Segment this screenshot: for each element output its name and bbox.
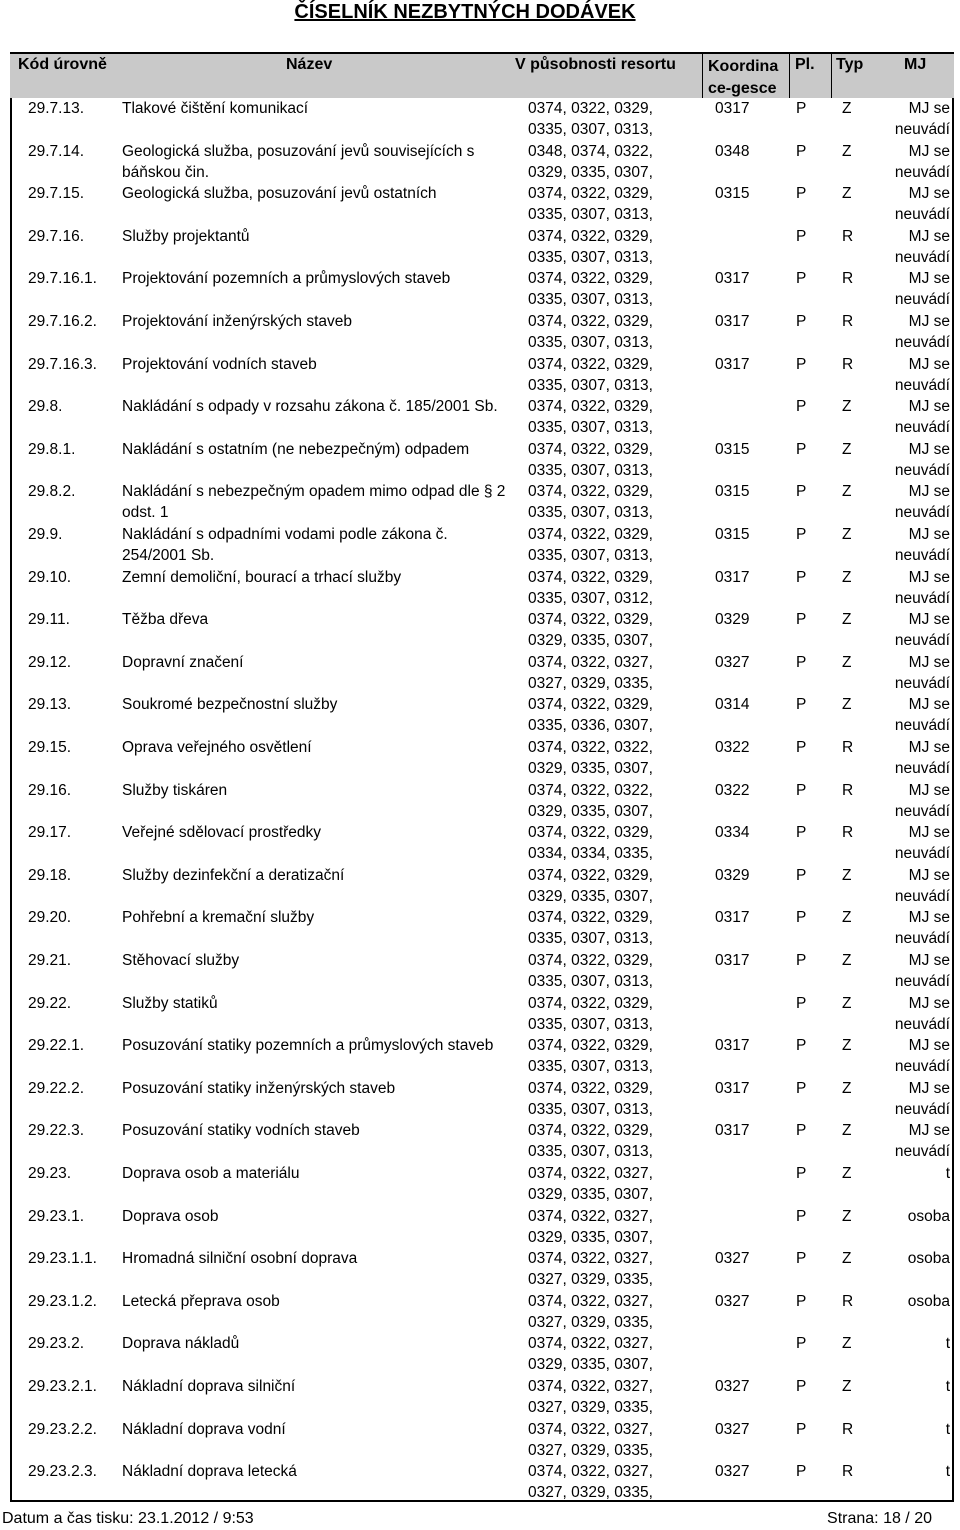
cell-name: Nákladní doprava vodní (122, 1420, 286, 1438)
cell-code: 29.23.2.2. (28, 1420, 97, 1438)
cell-resort: 0374, 0322, 0329, 0335, 0307, 0313, (528, 483, 653, 522)
table-row (10, 226, 954, 268)
cell-resort: 0374, 0322, 0322, 0329, 0335, 0307, (528, 739, 653, 777)
cell-code: 29.16. (28, 781, 72, 799)
cell-typ: Z (842, 866, 852, 884)
cell-typ: Z (842, 483, 852, 501)
cell-koord: 0327 (715, 1420, 750, 1438)
header-divider (831, 54, 832, 98)
cell-mj: MJ se neuvádí (894, 185, 950, 224)
cell-pl: P (796, 653, 807, 671)
col-header-code: Kód úrovně (18, 56, 107, 73)
cell-resort: 0374, 0322, 0329, 0335, 0307, 0313, (528, 270, 653, 309)
table-row (10, 694, 954, 736)
table-row (10, 183, 954, 225)
cell-koord: 0317 (715, 1079, 750, 1097)
cell-pl: P (796, 696, 807, 714)
cell-mj: MJ se neuvádí (894, 824, 950, 863)
cell-resort: 0374, 0322, 0329, 0335, 0307, 0313, (528, 1037, 653, 1076)
cell-pl: P (796, 1250, 807, 1268)
cell-pl: P (796, 100, 807, 117)
table-row (10, 1078, 954, 1120)
cell-name: Doprava osob (122, 1207, 219, 1225)
cell-typ: Z (842, 994, 852, 1012)
cell-koord: 0327 (715, 1250, 750, 1268)
cell-mj: MJ se neuvádí (894, 1037, 950, 1076)
table-row (10, 354, 954, 396)
cell-mj: MJ se neuvádí (894, 866, 950, 905)
cell-typ: Z (842, 952, 852, 969)
cell-typ: Z (842, 1122, 852, 1140)
cell-name: Zemní demoliční, bourací a trhací služby (122, 568, 402, 586)
cell-name: Pohřební a kremační služby (122, 909, 315, 927)
cell-mj: MJ se neuvádí (894, 653, 950, 692)
cell-pl: P (796, 1207, 807, 1225)
cell-code: 29.22. (28, 994, 72, 1012)
cell-pl: P (796, 1463, 807, 1481)
cell-name: Projektování inženýrských staveb (122, 313, 353, 330)
col-header-mj: MJ (904, 56, 927, 73)
cell-code: 29.7.16.1. (28, 270, 97, 288)
cell-name: Nakládání s ostatním (ne nebezpečným) odpadem (122, 440, 470, 458)
cell-pl: P (796, 1165, 807, 1182)
table-row (10, 1206, 954, 1248)
cell-name: Doprava nákladů (122, 1335, 240, 1353)
table-row (10, 141, 954, 183)
cell-code: 29.21. (28, 952, 72, 969)
cell-typ: Z (842, 526, 852, 543)
cell-resort: 0374, 0322, 0327, 0327, 0329, 0335, (528, 1463, 653, 1502)
table-row (10, 1248, 954, 1290)
cell-typ: Z (842, 1079, 852, 1097)
cell-typ: R (842, 739, 854, 756)
cell-resort: 0374, 0322, 0329, 0335, 0307, 0313, (528, 313, 653, 351)
cell-pl: P (796, 270, 807, 288)
table-row (10, 865, 954, 907)
cell-code: 29.20. (28, 909, 72, 927)
cell-pl: P (796, 909, 807, 927)
table-row (10, 780, 954, 822)
cell-koord: 0317 (715, 100, 750, 117)
cell-code: 29.10. (28, 568, 72, 586)
cell-koord: 0317 (715, 313, 750, 330)
cell-koord: 0348 (715, 142, 750, 160)
table-row (10, 1376, 954, 1418)
table-row (10, 993, 954, 1035)
cell-koord: 0315 (715, 440, 750, 458)
cell-name: Geologická služba, posuzování jevů ostatních (122, 185, 437, 203)
cell-mj: MJ se neuvádí (894, 1122, 950, 1161)
table-row (10, 1333, 954, 1375)
cell-name: Nákladní doprava letecká (122, 1463, 297, 1481)
cell-typ: R (842, 1292, 854, 1310)
cell-pl: P (796, 185, 807, 203)
cell-resort: 0374, 0322, 0329, 0335, 0307, 0313, (528, 227, 653, 266)
cell-pl: P (796, 952, 807, 969)
cell-code: 29.12. (28, 653, 72, 671)
cell-mj: MJ se neuvádí (894, 568, 950, 607)
cell-pl: P (796, 781, 807, 799)
table-row (10, 268, 954, 310)
cell-resort: 0374, 0322, 0327, 0327, 0329, 0335, (528, 1420, 653, 1459)
col-header-koord: Koordina ce-gesce (708, 58, 779, 97)
cell-code: 29.11. (28, 611, 70, 629)
cell-code: 29.7.16.2. (28, 313, 97, 330)
cell-resort: 0374, 0322, 0329, 0335, 0307, 0312, (528, 568, 653, 607)
cell-pl: P (796, 1378, 807, 1395)
cell-mj: MJ se neuvádí (894, 1079, 950, 1118)
table-row (10, 737, 954, 779)
cell-koord: 0314 (715, 696, 750, 714)
table-row (10, 1163, 954, 1205)
cell-pl: P (796, 611, 807, 629)
cell-pl: P (796, 483, 807, 501)
cell-resort: 0374, 0322, 0329, 0329, 0335, 0307, (528, 866, 653, 905)
cell-mj: MJ se neuvádí (894, 696, 950, 735)
cell-mj: MJ se neuvádí (894, 398, 950, 437)
cell-koord: 0327 (715, 1292, 750, 1310)
table-row (10, 311, 954, 353)
cell-typ: Z (842, 1037, 852, 1055)
cell-mj: osoba (907, 1207, 950, 1225)
cell-name: Posuzování statiky inženýrských staveb (122, 1079, 396, 1097)
cell-mj: MJ se neuvádí (894, 313, 950, 351)
cell-name: Geologická služba, posuzování jevů souvisejících s báňskou čin. (122, 142, 475, 181)
cell-resort: 0374, 0322, 0327, 0327, 0329, 0335, (528, 1292, 653, 1331)
table-row (10, 1291, 954, 1333)
table-header (10, 52, 954, 98)
cell-pl: P (796, 1292, 807, 1310)
cell-code: 29.7.15. (28, 185, 85, 203)
cell-pl: P (796, 1122, 807, 1140)
cell-name: Nakládání s odpadními vodami podle zákona č. 254/2001 Sb. (122, 526, 448, 564)
cell-resort: 0374, 0322, 0327, 0329, 0335, 0307, (528, 1207, 653, 1246)
cell-resort: 0374, 0322, 0327, 0327, 0329, 0335, (528, 1250, 653, 1289)
cell-mj: MJ se neuvádí (894, 526, 950, 564)
cell-code: 29.13. (28, 696, 72, 714)
cell-koord: 0317 (715, 270, 750, 288)
cell-resort: 0374, 0322, 0329, 0335, 0307, 0313, (528, 1122, 653, 1161)
cell-typ: Z (842, 909, 852, 927)
table-row (10, 439, 954, 481)
cell-koord: 0329 (715, 611, 750, 629)
cell-typ: Z (842, 398, 852, 416)
cell-resort: 0374, 0322, 0329, 0335, 0307, 0313, (528, 100, 653, 138)
cell-name: Služby projektantů (122, 227, 250, 245)
cell-koord: 0334 (715, 824, 750, 842)
cell-typ: Z (842, 185, 852, 203)
cell-name: Tlakové čištění komunikací (122, 100, 309, 117)
cell-koord: 0327 (715, 1378, 750, 1395)
cell-pl: P (796, 398, 807, 416)
cell-resort: 0374, 0322, 0329, 0335, 0307, 0313, (528, 952, 653, 990)
cell-koord: 0317 (715, 952, 750, 969)
cell-code: 29.8.2. (28, 483, 76, 501)
cell-code: 29.23.1. (28, 1207, 85, 1225)
table-row (10, 652, 954, 694)
cell-code: 29.22.1. (28, 1037, 85, 1055)
cell-mj: MJ se neuvádí (894, 227, 950, 266)
cell-typ: Z (842, 440, 852, 458)
cell-code: 29.23.1.1. (28, 1250, 97, 1268)
table-row (10, 1035, 954, 1077)
cell-typ: Z (842, 1250, 852, 1268)
cell-resort: 0374, 0322, 0329, 0335, 0307, 0313, (528, 909, 653, 948)
table-row (10, 98, 954, 140)
cell-pl: P (796, 1335, 807, 1353)
cell-resort: 0348, 0374, 0322, 0329, 0335, 0307, (528, 142, 653, 181)
col-header-typ: Typ (836, 56, 864, 73)
cell-name: Projektování vodních staveb (122, 355, 317, 373)
cell-pl: P (796, 142, 807, 160)
cell-typ: R (842, 355, 854, 373)
cell-koord: 0317 (715, 1037, 750, 1055)
cell-code: 29.23.2.3. (28, 1463, 97, 1481)
cell-typ: R (842, 824, 854, 842)
cell-mj: MJ se neuvádí (894, 739, 950, 777)
cell-code: 29.15. (28, 739, 72, 756)
cell-mj: MJ se neuvádí (894, 611, 950, 650)
cell-koord: 0322 (715, 781, 750, 799)
cell-name: Nákladní doprava silniční (122, 1378, 296, 1395)
cell-pl: P (796, 313, 807, 330)
cell-koord: 0322 (715, 739, 750, 756)
cell-koord: 0317 (715, 355, 750, 373)
cell-mj: t (945, 1335, 950, 1353)
table-row (10, 950, 954, 992)
cell-typ: Z (842, 653, 852, 671)
table-row (10, 822, 954, 864)
cell-mj: MJ se neuvádí (894, 100, 950, 138)
cell-name: Posuzování statiky vodních staveb (122, 1122, 360, 1140)
cell-resort: 0374, 0322, 0329, 0334, 0334, 0335, (528, 824, 653, 863)
cell-typ: Z (842, 568, 852, 586)
cell-code: 29.7.16.3. (28, 355, 97, 373)
cell-code: 29.22.3. (28, 1122, 85, 1140)
cell-name: Oprava veřejného osvětlení (122, 739, 312, 756)
cell-pl: P (796, 227, 807, 245)
cell-mj: osoba (907, 1292, 950, 1310)
cell-pl: P (796, 994, 807, 1012)
table-row (10, 1461, 954, 1503)
cell-resort: 0374, 0322, 0322, 0329, 0335, 0307, (528, 781, 653, 820)
cell-typ: Z (842, 1165, 852, 1182)
cell-typ: R (842, 781, 854, 799)
cell-pl: P (796, 824, 807, 842)
cell-name: Služby dezinfekční a deratizační (122, 866, 345, 884)
cell-typ: Z (842, 611, 852, 629)
table-row (10, 481, 954, 523)
cell-typ: R (842, 1463, 854, 1481)
cell-mj: MJ se neuvádí (894, 781, 950, 820)
print-timestamp: Datum a čas tisku: 23.1.2012 / 9:53 (2, 1510, 254, 1527)
cell-code: 29.7.16. (28, 227, 85, 245)
cell-name: Veřejné sdělovací prostředky (122, 824, 322, 842)
cell-pl: P (796, 1420, 807, 1438)
cell-mj: t (945, 1420, 950, 1438)
cell-mj: osoba (907, 1250, 950, 1268)
cell-code: 29.7.14. (28, 142, 85, 160)
cell-mj: MJ se neuvádí (894, 270, 950, 309)
cell-name: Projektování pozemních a průmyslových staveb (122, 270, 451, 288)
table-row (10, 567, 954, 609)
cell-typ: Z (842, 1335, 852, 1353)
cell-koord: 0317 (715, 1122, 750, 1140)
cell-name: Dopravní značení (122, 653, 244, 671)
cell-pl: P (796, 739, 807, 756)
cell-koord: 0315 (715, 185, 750, 203)
cell-code: 29.8. (28, 398, 63, 416)
page-number: Strana: 18 / 20 (827, 1510, 932, 1527)
cell-koord: 0315 (715, 483, 750, 501)
table-row (10, 1419, 954, 1461)
cell-name: Služby statiků (122, 994, 218, 1012)
cell-code: 29.7.13. (28, 100, 85, 117)
col-header-name: Název (286, 56, 333, 73)
cell-name: Služby tiskáren (122, 781, 228, 799)
cell-resort: 0374, 0322, 0329, 0335, 0307, 0313, (528, 526, 653, 564)
col-header-pl: Pl. (795, 56, 815, 73)
cell-name: Posuzování statiky pozemních a průmyslových staveb (122, 1037, 494, 1055)
cell-code: 29.22.2. (28, 1079, 85, 1097)
table-row (10, 396, 954, 438)
table-row (10, 524, 954, 566)
cell-mj: t (945, 1165, 950, 1182)
cell-mj: MJ se neuvádí (894, 909, 950, 948)
cell-pl: P (796, 866, 807, 884)
cell-code: 29.18. (28, 866, 72, 884)
cell-pl: P (796, 1079, 807, 1097)
cell-typ: R (842, 270, 854, 288)
cell-resort: 0374, 0322, 0329, 0335, 0307, 0313, (528, 355, 653, 394)
cell-typ: Z (842, 696, 852, 714)
cell-koord: 0317 (715, 909, 750, 927)
cell-code: 29.23. (28, 1165, 72, 1182)
cell-code: 29.17. (28, 824, 72, 842)
cell-mj: MJ se neuvádí (894, 142, 950, 181)
table-row (10, 609, 954, 651)
cell-pl: P (796, 355, 807, 373)
cell-mj: MJ se neuvádí (894, 355, 950, 394)
cell-pl: P (796, 568, 807, 586)
cell-pl: P (796, 440, 807, 458)
header-divider (789, 54, 790, 98)
cell-typ: R (842, 313, 854, 330)
cell-resort: 0374, 0322, 0327, 0329, 0335, 0307, (528, 1165, 653, 1203)
cell-typ: R (842, 227, 854, 245)
cell-code: 29.23.2.1. (28, 1378, 97, 1395)
table-row (10, 907, 954, 949)
cell-name: Doprava osob a materiálu (122, 1165, 300, 1182)
cell-name: Letecká přeprava osob (122, 1292, 280, 1310)
cell-koord: 0327 (715, 653, 750, 671)
col-header-resort: V působnosti resortu (515, 56, 676, 73)
cell-resort: 0374, 0322, 0327, 0329, 0335, 0307, (528, 1335, 653, 1374)
cell-typ: Z (842, 100, 852, 117)
cell-code: 29.9. (28, 526, 63, 543)
cell-koord: 0327 (715, 1463, 750, 1481)
cell-code: 29.23.2. (28, 1335, 85, 1353)
cell-resort: 0374, 0322, 0329, 0329, 0335, 0307, (528, 611, 653, 650)
cell-name: Hromadná silniční osobní doprava (122, 1250, 358, 1268)
cell-mj: MJ se neuvádí (894, 440, 950, 479)
cell-resort: 0374, 0322, 0329, 0335, 0307, 0313, (528, 1079, 653, 1118)
cell-mj: MJ se neuvádí (894, 994, 950, 1033)
cell-name: Nakládání s odpady v rozsahu zákona č. 185/2001 Sb. (122, 398, 498, 416)
cell-mj: MJ se neuvádí (894, 952, 950, 990)
cell-name: Stěhovací služby (122, 952, 240, 969)
cell-name: Nakládání s nebezpečným opadem mimo odpad dle § 2 odst. 1 (122, 483, 506, 522)
cell-typ: Z (842, 1207, 852, 1225)
cell-mj: MJ se neuvádí (894, 483, 950, 522)
cell-resort: 0374, 0322, 0329, 0335, 0336, 0307, (528, 696, 653, 735)
cell-typ: R (842, 1420, 854, 1438)
cell-pl: P (796, 1037, 807, 1055)
document-title: ČÍSELNÍK NEZBYTNÝCH DODÁVEK (294, 1, 636, 23)
cell-code: 29.23.1.2. (28, 1292, 97, 1310)
cell-resort: 0374, 0322, 0329, 0335, 0307, 0313, (528, 440, 653, 479)
cell-typ: Z (842, 142, 852, 160)
cell-koord: 0317 (715, 568, 750, 586)
cell-resort: 0374, 0322, 0327, 0327, 0329, 0335, (528, 1378, 653, 1416)
cell-mj: t (945, 1378, 950, 1395)
cell-code: 29.8.1. (28, 440, 76, 458)
cell-pl: P (796, 526, 807, 543)
cell-resort: 0374, 0322, 0329, 0335, 0307, 0313, (528, 994, 653, 1033)
cell-resort: 0374, 0322, 0327, 0327, 0329, 0335, (528, 653, 653, 692)
cell-resort: 0374, 0322, 0329, 0335, 0307, 0313, (528, 185, 653, 224)
cell-koord: 0329 (715, 866, 750, 884)
table-row (10, 1120, 954, 1162)
cell-mj: t (945, 1463, 950, 1481)
cell-name: Soukromé bezpečnostní služby (122, 696, 338, 714)
header-divider (702, 54, 703, 98)
cell-resort: 0374, 0322, 0329, 0335, 0307, 0313, (528, 398, 653, 437)
cell-name: Těžba dřeva (122, 611, 209, 629)
cell-koord: 0315 (715, 526, 750, 543)
cell-typ: Z (842, 1378, 852, 1395)
